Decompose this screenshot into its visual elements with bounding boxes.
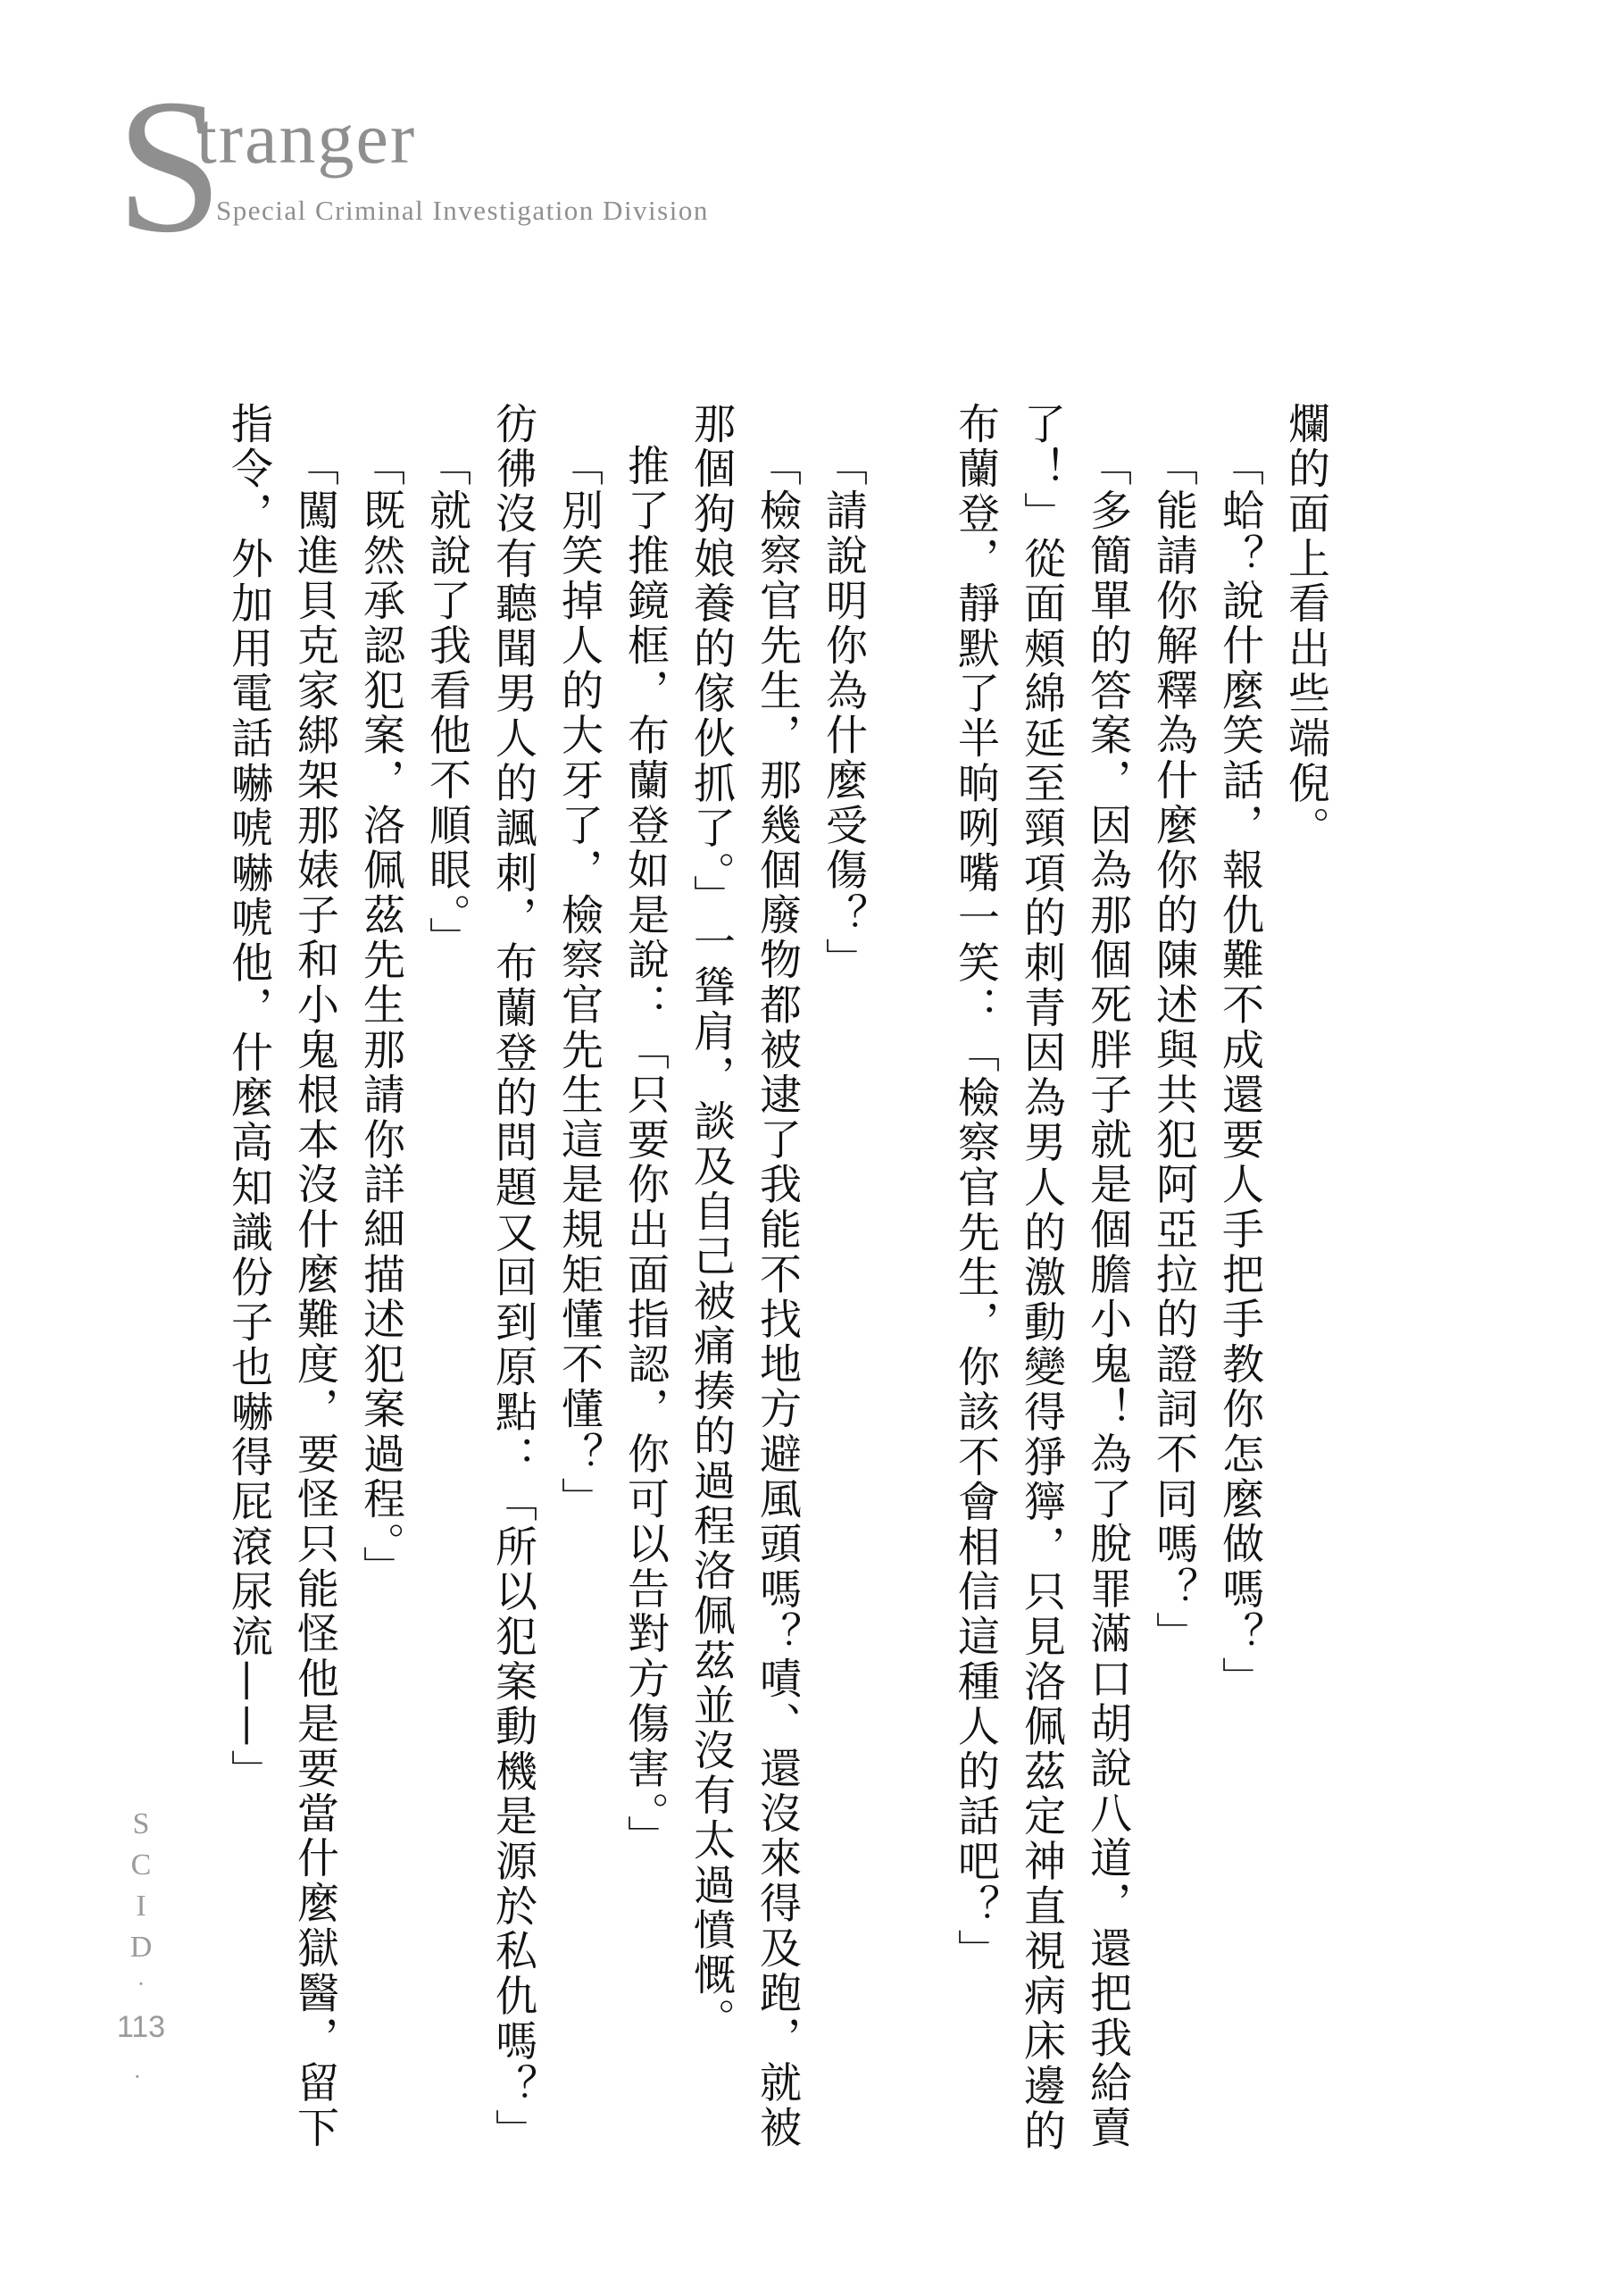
page-number: 113: [116, 2010, 166, 2044]
paragraph: 「蛤？說什麼笑話，報仇難不成還要人手把手教你怎麼做嗎？」: [1215, 444, 1264, 1702]
header-initial-letter: S: [116, 59, 223, 272]
paragraph: 爛的面上看出些端倪。: [1281, 402, 1330, 851]
paragraph: 「別笑掉人的大牙了，檢察官先生這是規矩懂不懂？」: [554, 444, 604, 1523]
paragraph: 「就說了我看他不順眼。」: [422, 444, 471, 963]
paragraph-spacer: [876, 402, 942, 2170]
paragraph: 「闖進貝克家綁架那婊子和小鬼根本沒什麼難度，要怪只能怪他是要當什麼獄醫，留下指令，外加用電話嚇唬嚇唬他，什麼高知識份子也嚇得屁滾尿流——」: [224, 402, 339, 2151]
margin-letter: S: [132, 1807, 150, 1840]
paragraph: 「多簡單的答案，因為那個死胖子就是個膽小鬼！為了脫罪滿口胡說八道，還把我給賣了！」從面頰綿延至頸項的刺青因為男人的激動變得猙獰，只見洛佩茲定神直視病床邊的布蘭登，靜默了半晌咧嘴一笑：「檢察官先生，你該不會相信這種人的話吧？」: [951, 402, 1132, 2154]
paragraph: 「既然承認犯案，洛佩茲先生那請你詳細描述犯案過程。」: [356, 444, 405, 1591]
paragraph: 推了推鏡框，布蘭登如是說：「只要你出面指認，你可以告對方傷害。」: [620, 444, 670, 1861]
paragraph: 「請說明你為什麼受傷？」: [819, 444, 868, 983]
running-header: [116, 59, 759, 272]
paragraph: 「能請你解釋為什麼你的陳述與共犯阿亞拉的證詞不同嗎？」: [1149, 444, 1198, 1657]
margin-separator: ·: [137, 1971, 146, 1997]
margin-letter: I: [136, 1890, 146, 1923]
header-title: tranger: [196, 97, 417, 179]
paragraph: 彷彿沒有聽聞男人的諷刺，布蘭登的問題又回到原點：「所以犯案動機是源於私仇嗎？」: [488, 402, 537, 2154]
header-subtitle: Special Criminal Investigation Division: [216, 195, 709, 226]
body-text: [224, 402, 1338, 2170]
page-bottom-mark: ·: [134, 2065, 141, 2090]
margin-letter: C: [130, 1848, 152, 1882]
paragraph: 「檢察官先生，那幾個廢物都被逮了我能不找地方避風頭嗎？嘖、還沒來得及跑，就被那個狗娘養的傢伙抓了。」一聳肩，談及自己被痛揍的過程洛佩茲並沒有太過憤慨。: [687, 402, 802, 2151]
series-margin-label: [123, 1804, 159, 2000]
margin-letter: D: [129, 1931, 153, 1964]
